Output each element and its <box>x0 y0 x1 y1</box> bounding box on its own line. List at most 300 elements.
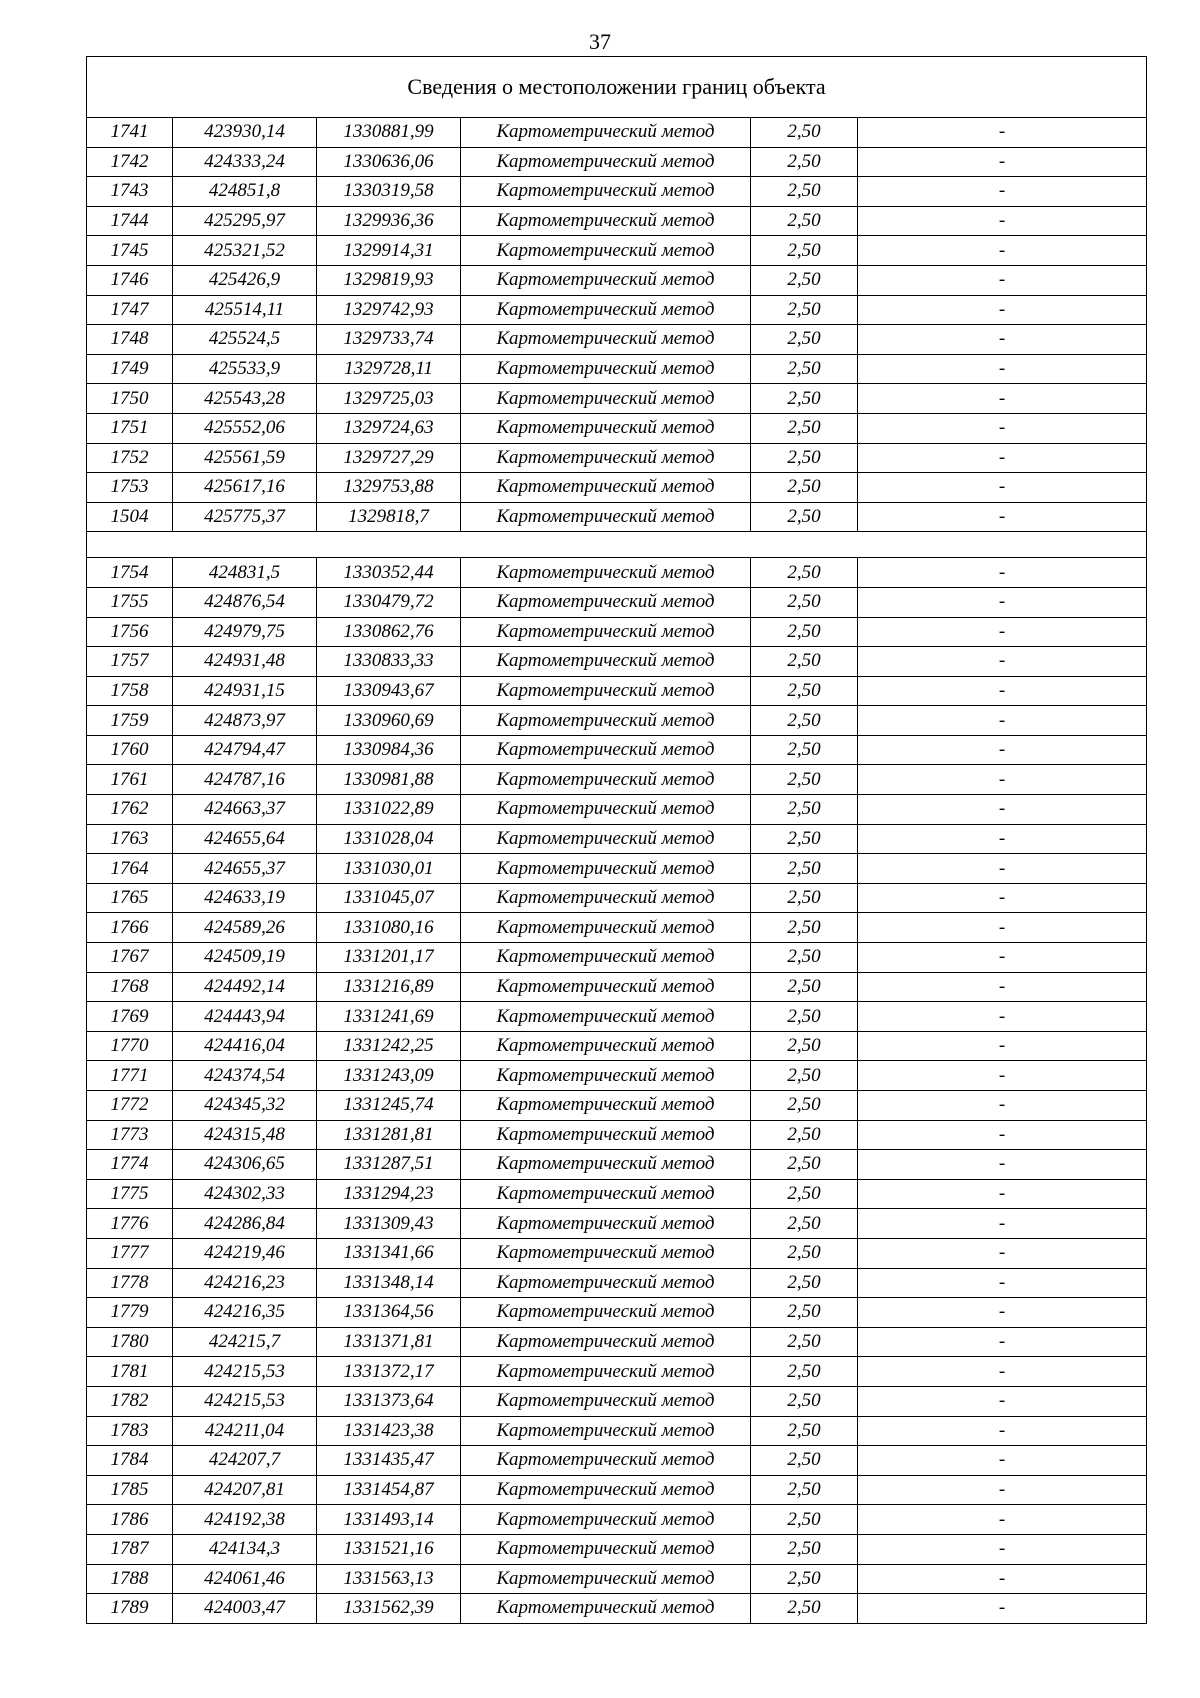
accuracy-cell: 2,50 <box>751 502 858 532</box>
description-cell: - <box>858 177 1147 207</box>
method-cell: Картометрический метод <box>461 617 751 647</box>
description-cell: - <box>858 1534 1147 1564</box>
accuracy-cell: 2,50 <box>751 617 858 647</box>
y-coordinate-cell: 1330943,67 <box>317 676 461 706</box>
x-coordinate-cell: 425775,37 <box>173 502 317 532</box>
table-row <box>87 177 1147 207</box>
accuracy-cell: 2,50 <box>751 473 858 503</box>
table-row <box>87 1594 1147 1624</box>
accuracy-cell: 2,50 <box>751 972 858 1002</box>
table-row <box>87 206 1147 236</box>
y-coordinate-cell: 1331030,01 <box>317 854 461 884</box>
point-number-cell: 1747 <box>87 295 173 325</box>
x-coordinate-cell: 425295,97 <box>173 206 317 236</box>
y-coordinate-cell: 1331563,13 <box>317 1564 461 1594</box>
x-coordinate-cell: 424663,37 <box>173 795 317 825</box>
x-coordinate-cell: 424306,65 <box>173 1150 317 1180</box>
method-cell: Картометрический метод <box>461 473 751 503</box>
x-coordinate-cell: 424655,37 <box>173 854 317 884</box>
description-cell: - <box>858 1238 1147 1268</box>
description-cell: - <box>858 1209 1147 1239</box>
point-number-cell: 1763 <box>87 824 173 854</box>
point-number-cell: 1773 <box>87 1120 173 1150</box>
table-row <box>87 854 1147 884</box>
table-row <box>87 1120 1147 1150</box>
accuracy-cell: 2,50 <box>751 765 858 795</box>
description-cell: - <box>858 883 1147 913</box>
boundary-table <box>86 56 1147 1624</box>
table-row <box>87 676 1147 706</box>
y-coordinate-cell: 1330833,33 <box>317 647 461 677</box>
y-coordinate-cell: 1331241,69 <box>317 1002 461 1032</box>
y-coordinate-cell: 1329728,11 <box>317 354 461 384</box>
description-cell: - <box>858 354 1147 384</box>
table-row <box>87 1179 1147 1209</box>
point-number-cell: 1764 <box>87 854 173 884</box>
y-coordinate-cell: 1331435,47 <box>317 1446 461 1476</box>
method-cell: Картометрический метод <box>461 1091 751 1121</box>
method-cell: Картометрический метод <box>461 384 751 414</box>
method-cell: Картометрический метод <box>461 1120 751 1150</box>
y-coordinate-cell: 1329914,31 <box>317 236 461 266</box>
table-row <box>87 1564 1147 1594</box>
description-cell: - <box>858 236 1147 266</box>
method-cell: Картометрический метод <box>461 325 751 355</box>
accuracy-cell: 2,50 <box>751 265 858 295</box>
accuracy-cell: 2,50 <box>751 1386 858 1416</box>
description-cell: - <box>858 676 1147 706</box>
table-row <box>87 1268 1147 1298</box>
method-cell: Картометрический метод <box>461 1031 751 1061</box>
y-coordinate-cell: 1331562,39 <box>317 1594 461 1624</box>
x-coordinate-cell: 425426,9 <box>173 265 317 295</box>
x-coordinate-cell: 425321,52 <box>173 236 317 266</box>
x-coordinate-cell: 424509,19 <box>173 943 317 973</box>
description-cell: - <box>858 118 1147 148</box>
y-coordinate-cell: 1330636,06 <box>317 147 461 177</box>
y-coordinate-cell: 1331423,38 <box>317 1416 461 1446</box>
x-coordinate-cell: 424416,04 <box>173 1031 317 1061</box>
method-cell: Картометрический метод <box>461 147 751 177</box>
table-row <box>87 972 1147 1002</box>
description-cell: - <box>858 384 1147 414</box>
table-row <box>87 1534 1147 1564</box>
x-coordinate-cell: 424633,19 <box>173 883 317 913</box>
table-row <box>87 1061 1147 1091</box>
accuracy-cell: 2,50 <box>751 1238 858 1268</box>
y-coordinate-cell: 1331028,04 <box>317 824 461 854</box>
point-number-cell: 1769 <box>87 1002 173 1032</box>
method-cell: Картометрический метод <box>461 502 751 532</box>
point-number-cell: 1776 <box>87 1209 173 1239</box>
y-coordinate-cell: 1331371,81 <box>317 1327 461 1357</box>
table-row <box>87 1446 1147 1476</box>
y-coordinate-cell: 1331372,17 <box>317 1357 461 1387</box>
table-title: Сведения о местоположении границ объекта <box>87 57 1147 118</box>
method-cell: Картометрический метод <box>461 1268 751 1298</box>
description-cell: - <box>858 1594 1147 1624</box>
y-coordinate-cell: 1331493,14 <box>317 1505 461 1535</box>
y-coordinate-cell: 1329725,03 <box>317 384 461 414</box>
method-cell: Картометрический метод <box>461 676 751 706</box>
method-cell: Картометрический метод <box>461 177 751 207</box>
table-row <box>87 587 1147 617</box>
method-cell: Картометрический метод <box>461 443 751 473</box>
point-number-cell: 1783 <box>87 1416 173 1446</box>
method-cell: Картометрический метод <box>461 972 751 1002</box>
method-cell: Картометрический метод <box>461 1150 751 1180</box>
x-coordinate-cell: 424876,54 <box>173 587 317 617</box>
description-cell: - <box>858 1564 1147 1594</box>
method-cell: Картометрический метод <box>461 1564 751 1594</box>
table-row <box>87 1386 1147 1416</box>
accuracy-cell: 2,50 <box>751 1209 858 1239</box>
table-row <box>87 1298 1147 1328</box>
y-coordinate-cell: 1330479,72 <box>317 587 461 617</box>
accuracy-cell: 2,50 <box>751 735 858 765</box>
point-number-cell: 1756 <box>87 617 173 647</box>
method-cell: Картометрический метод <box>461 854 751 884</box>
method-cell: Картометрический метод <box>461 706 751 736</box>
x-coordinate-cell: 424374,54 <box>173 1061 317 1091</box>
x-coordinate-cell: 424931,15 <box>173 676 317 706</box>
accuracy-cell: 2,50 <box>751 1416 858 1446</box>
accuracy-cell: 2,50 <box>751 384 858 414</box>
y-coordinate-cell: 1330319,58 <box>317 177 461 207</box>
accuracy-cell: 2,50 <box>751 587 858 617</box>
accuracy-cell: 2,50 <box>751 443 858 473</box>
accuracy-cell: 2,50 <box>751 1061 858 1091</box>
method-cell: Картометрический метод <box>461 1298 751 1328</box>
table-row <box>87 1150 1147 1180</box>
accuracy-cell: 2,50 <box>751 1357 858 1387</box>
point-number-cell: 1759 <box>87 706 173 736</box>
point-number-cell: 1785 <box>87 1475 173 1505</box>
accuracy-cell: 2,50 <box>751 1298 858 1328</box>
x-coordinate-cell: 424787,16 <box>173 765 317 795</box>
accuracy-cell: 2,50 <box>751 177 858 207</box>
point-number-cell: 1755 <box>87 587 173 617</box>
table-row <box>87 1327 1147 1357</box>
y-coordinate-cell: 1331373,64 <box>317 1386 461 1416</box>
method-cell: Картометрический метод <box>461 943 751 973</box>
description-cell: - <box>858 795 1147 825</box>
x-coordinate-cell: 424302,33 <box>173 1179 317 1209</box>
point-number-cell: 1767 <box>87 943 173 973</box>
accuracy-cell: 2,50 <box>751 1505 858 1535</box>
x-coordinate-cell: 424215,53 <box>173 1357 317 1387</box>
table-row <box>87 443 1147 473</box>
x-coordinate-cell: 424443,94 <box>173 1002 317 1032</box>
description-cell: - <box>858 1416 1147 1446</box>
accuracy-cell: 2,50 <box>751 1564 858 1594</box>
accuracy-cell: 2,50 <box>751 206 858 236</box>
accuracy-cell: 2,50 <box>751 147 858 177</box>
y-coordinate-cell: 1331294,23 <box>317 1179 461 1209</box>
table-row <box>87 384 1147 414</box>
y-coordinate-cell: 1331216,89 <box>317 972 461 1002</box>
point-number-cell: 1758 <box>87 676 173 706</box>
y-coordinate-cell: 1331454,87 <box>317 1475 461 1505</box>
method-cell: Картометрический метод <box>461 1061 751 1091</box>
method-cell: Картометрический метод <box>461 1179 751 1209</box>
x-coordinate-cell: 424215,53 <box>173 1386 317 1416</box>
point-number-cell: 1741 <box>87 118 173 148</box>
page-number: 37 <box>589 29 611 54</box>
boundary-table-body <box>87 57 1147 1624</box>
table-row <box>87 1238 1147 1268</box>
y-coordinate-cell: 1329818,7 <box>317 502 461 532</box>
accuracy-cell: 2,50 <box>751 1091 858 1121</box>
y-coordinate-cell: 1331287,51 <box>317 1150 461 1180</box>
y-coordinate-cell: 1331309,43 <box>317 1209 461 1239</box>
point-number-cell: 1789 <box>87 1594 173 1624</box>
group-separator-row <box>87 532 1147 558</box>
point-number-cell: 1761 <box>87 765 173 795</box>
y-coordinate-cell: 1329819,93 <box>317 265 461 295</box>
method-cell: Картометрический метод <box>461 354 751 384</box>
description-cell: - <box>858 617 1147 647</box>
description-cell: - <box>858 735 1147 765</box>
method-cell: Картометрический метод <box>461 236 751 266</box>
accuracy-cell: 2,50 <box>751 824 858 854</box>
x-coordinate-cell: 425543,28 <box>173 384 317 414</box>
description-cell: - <box>858 1002 1147 1032</box>
description-cell: - <box>858 1327 1147 1357</box>
description-cell: - <box>858 325 1147 355</box>
table-row <box>87 1209 1147 1239</box>
table-row <box>87 735 1147 765</box>
table-row <box>87 147 1147 177</box>
x-coordinate-cell: 423930,14 <box>173 118 317 148</box>
method-cell: Картометрический метод <box>461 295 751 325</box>
y-coordinate-cell: 1331022,89 <box>317 795 461 825</box>
table-row <box>87 1091 1147 1121</box>
method-cell: Картометрический метод <box>461 1505 751 1535</box>
y-coordinate-cell: 1331243,09 <box>317 1061 461 1091</box>
group-separator <box>87 532 1147 558</box>
point-number-cell: 1775 <box>87 1179 173 1209</box>
table-row <box>87 118 1147 148</box>
table-row <box>87 295 1147 325</box>
table-row <box>87 913 1147 943</box>
point-number-cell: 1746 <box>87 265 173 295</box>
x-coordinate-cell: 424219,46 <box>173 1238 317 1268</box>
method-cell: Картометрический метод <box>461 1002 751 1032</box>
x-coordinate-cell: 424831,5 <box>173 558 317 588</box>
table-row <box>87 558 1147 588</box>
accuracy-cell: 2,50 <box>751 883 858 913</box>
x-coordinate-cell: 425514,11 <box>173 295 317 325</box>
accuracy-cell: 2,50 <box>751 295 858 325</box>
method-cell: Картометрический метод <box>461 913 751 943</box>
table-row <box>87 265 1147 295</box>
description-cell: - <box>858 1031 1147 1061</box>
point-number-cell: 1771 <box>87 1061 173 1091</box>
point-number-cell: 1770 <box>87 1031 173 1061</box>
point-number-cell: 1777 <box>87 1238 173 1268</box>
x-coordinate-cell: 424003,47 <box>173 1594 317 1624</box>
accuracy-cell: 2,50 <box>751 1327 858 1357</box>
x-coordinate-cell: 425617,16 <box>173 473 317 503</box>
accuracy-cell: 2,50 <box>751 676 858 706</box>
x-coordinate-cell: 424216,23 <box>173 1268 317 1298</box>
description-cell: - <box>858 1091 1147 1121</box>
description-cell: - <box>858 706 1147 736</box>
y-coordinate-cell: 1331045,07 <box>317 883 461 913</box>
accuracy-cell: 2,50 <box>751 1120 858 1150</box>
y-coordinate-cell: 1330862,76 <box>317 617 461 647</box>
accuracy-cell: 2,50 <box>751 1594 858 1624</box>
point-number-cell: 1748 <box>87 325 173 355</box>
point-number-cell: 1774 <box>87 1150 173 1180</box>
y-coordinate-cell: 1330984,36 <box>317 735 461 765</box>
method-cell: Картометрический метод <box>461 1416 751 1446</box>
method-cell: Картометрический метод <box>461 558 751 588</box>
point-number-cell: 1787 <box>87 1534 173 1564</box>
description-cell: - <box>858 413 1147 443</box>
x-coordinate-cell: 424315,48 <box>173 1120 317 1150</box>
method-cell: Картометрический метод <box>461 795 751 825</box>
method-cell: Картометрический метод <box>461 765 751 795</box>
method-cell: Картометрический метод <box>461 1446 751 1476</box>
table-title-row <box>87 57 1147 118</box>
table-row <box>87 765 1147 795</box>
y-coordinate-cell: 1329733,74 <box>317 325 461 355</box>
accuracy-cell: 2,50 <box>751 647 858 677</box>
point-number-cell: 1745 <box>87 236 173 266</box>
y-coordinate-cell: 1329742,93 <box>317 295 461 325</box>
table-row <box>87 1002 1147 1032</box>
method-cell: Картометрический метод <box>461 413 751 443</box>
point-number-cell: 1752 <box>87 443 173 473</box>
description-cell: - <box>858 473 1147 503</box>
y-coordinate-cell: 1329936,36 <box>317 206 461 236</box>
method-cell: Картометрический метод <box>461 647 751 677</box>
method-cell: Картометрический метод <box>461 118 751 148</box>
table-row <box>87 502 1147 532</box>
table-row <box>87 325 1147 355</box>
description-cell: - <box>858 1386 1147 1416</box>
accuracy-cell: 2,50 <box>751 325 858 355</box>
table-row <box>87 706 1147 736</box>
point-number-cell: 1762 <box>87 795 173 825</box>
point-number-cell: 1749 <box>87 354 173 384</box>
table-row <box>87 1505 1147 1535</box>
point-number-cell: 1772 <box>87 1091 173 1121</box>
x-coordinate-cell: 425561,59 <box>173 443 317 473</box>
method-cell: Картометрический метод <box>461 1475 751 1505</box>
y-coordinate-cell: 1331245,74 <box>317 1091 461 1121</box>
method-cell: Картометрический метод <box>461 265 751 295</box>
x-coordinate-cell: 424794,47 <box>173 735 317 765</box>
table-row <box>87 824 1147 854</box>
description-cell: - <box>858 502 1147 532</box>
x-coordinate-cell: 424207,81 <box>173 1475 317 1505</box>
x-coordinate-cell: 424589,26 <box>173 913 317 943</box>
description-cell: - <box>858 443 1147 473</box>
accuracy-cell: 2,50 <box>751 354 858 384</box>
x-coordinate-cell: 424655,64 <box>173 824 317 854</box>
y-coordinate-cell: 1331364,56 <box>317 1298 461 1328</box>
x-coordinate-cell: 425552,06 <box>173 413 317 443</box>
description-cell: - <box>858 765 1147 795</box>
description-cell: - <box>858 147 1147 177</box>
accuracy-cell: 2,50 <box>751 706 858 736</box>
method-cell: Картометрический метод <box>461 1238 751 1268</box>
x-coordinate-cell: 424216,35 <box>173 1298 317 1328</box>
point-number-cell: 1760 <box>87 735 173 765</box>
x-coordinate-cell: 424979,75 <box>173 617 317 647</box>
table-row <box>87 647 1147 677</box>
y-coordinate-cell: 1331080,16 <box>317 913 461 943</box>
table-row <box>87 1475 1147 1505</box>
table-row <box>87 1416 1147 1446</box>
y-coordinate-cell: 1331281,81 <box>317 1120 461 1150</box>
description-cell: - <box>858 1446 1147 1476</box>
description-cell: - <box>858 558 1147 588</box>
point-number-cell: 1751 <box>87 413 173 443</box>
accuracy-cell: 2,50 <box>751 1179 858 1209</box>
y-coordinate-cell: 1331348,14 <box>317 1268 461 1298</box>
x-coordinate-cell: 424931,48 <box>173 647 317 677</box>
y-coordinate-cell: 1330981,88 <box>317 765 461 795</box>
table-row <box>87 236 1147 266</box>
method-cell: Картометрический метод <box>461 735 751 765</box>
method-cell: Картометрический метод <box>461 1594 751 1624</box>
x-coordinate-cell: 424061,46 <box>173 1564 317 1594</box>
y-coordinate-cell: 1330352,44 <box>317 558 461 588</box>
accuracy-cell: 2,50 <box>751 1446 858 1476</box>
point-number-cell: 1750 <box>87 384 173 414</box>
x-coordinate-cell: 424211,04 <box>173 1416 317 1446</box>
point-number-cell: 1742 <box>87 147 173 177</box>
table-row <box>87 473 1147 503</box>
point-number-cell: 1765 <box>87 883 173 913</box>
accuracy-cell: 2,50 <box>751 1268 858 1298</box>
description-cell: - <box>858 1150 1147 1180</box>
description-cell: - <box>858 1120 1147 1150</box>
point-number-cell: 1504 <box>87 502 173 532</box>
y-coordinate-cell: 1331341,66 <box>317 1238 461 1268</box>
method-cell: Картометрический метод <box>461 1357 751 1387</box>
method-cell: Картометрический метод <box>461 587 751 617</box>
description-cell: - <box>858 854 1147 884</box>
x-coordinate-cell: 424333,24 <box>173 147 317 177</box>
x-coordinate-cell: 424207,7 <box>173 1446 317 1476</box>
point-number-cell: 1779 <box>87 1298 173 1328</box>
point-number-cell: 1784 <box>87 1446 173 1476</box>
y-coordinate-cell: 1330881,99 <box>317 118 461 148</box>
table-row <box>87 795 1147 825</box>
x-coordinate-cell: 424215,7 <box>173 1327 317 1357</box>
description-cell: - <box>858 1357 1147 1387</box>
x-coordinate-cell: 425524,5 <box>173 325 317 355</box>
point-number-cell: 1743 <box>87 177 173 207</box>
y-coordinate-cell: 1331242,25 <box>317 1031 461 1061</box>
method-cell: Картометрический метод <box>461 1534 751 1564</box>
accuracy-cell: 2,50 <box>751 795 858 825</box>
y-coordinate-cell: 1331201,17 <box>317 943 461 973</box>
point-number-cell: 1754 <box>87 558 173 588</box>
point-number-cell: 1766 <box>87 913 173 943</box>
accuracy-cell: 2,50 <box>751 943 858 973</box>
description-cell: - <box>858 206 1147 236</box>
y-coordinate-cell: 1329724,63 <box>317 413 461 443</box>
x-coordinate-cell: 424492,14 <box>173 972 317 1002</box>
point-number-cell: 1786 <box>87 1505 173 1535</box>
x-coordinate-cell: 424192,38 <box>173 1505 317 1535</box>
